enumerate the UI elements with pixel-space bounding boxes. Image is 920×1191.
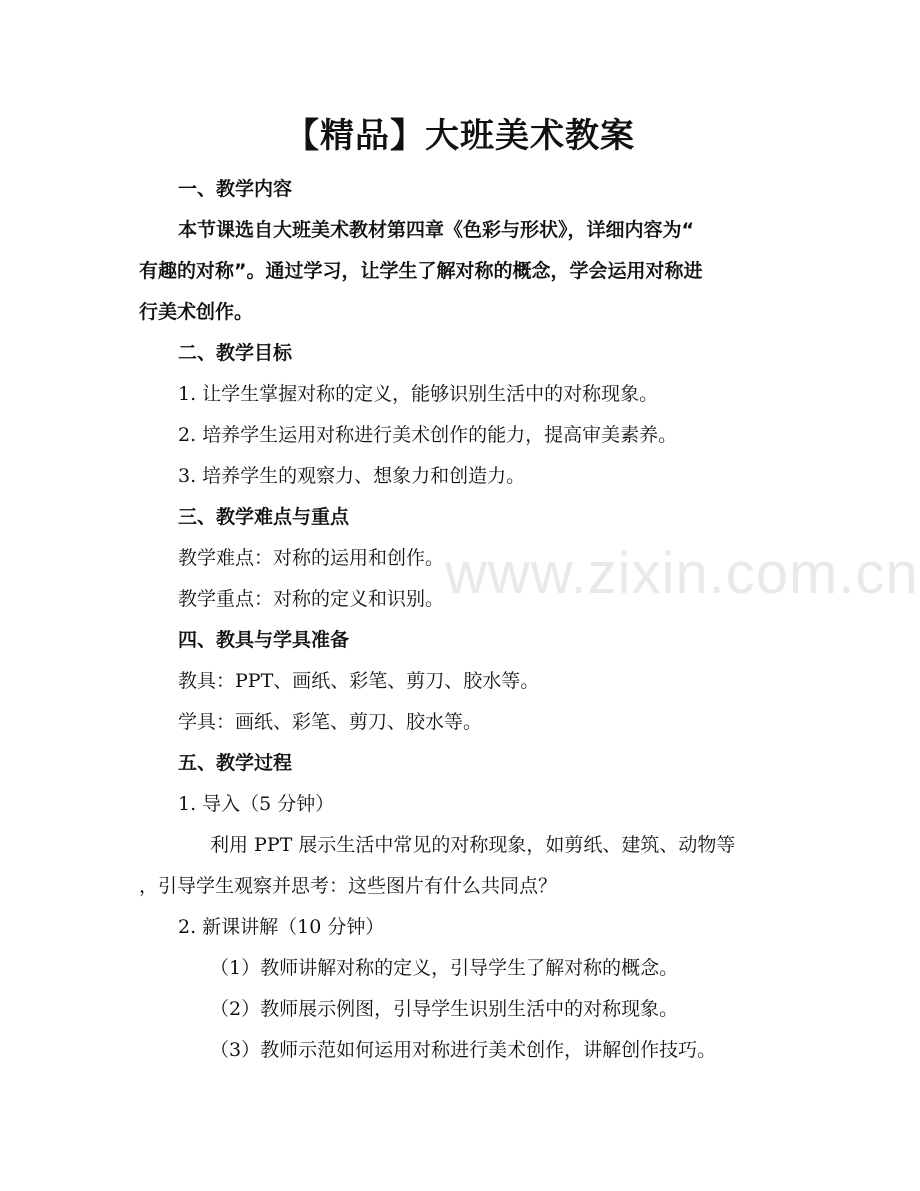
list-item: （1）教师讲解对称的定义，引导学生了解对称的概念。 <box>210 957 679 979</box>
list-item: 2. 培养学生运用对称进行美术创作的能力，提高审美素养。 <box>178 424 678 446</box>
document-title: 【精品】大班美术教案 <box>285 116 635 156</box>
paragraph-line: 本节课选自大班美术教材第四章《色彩与形状》，详细内容为“ <box>178 219 694 241</box>
list-item: （2）教师展示例图，引导学生识别生活中的对称现象。 <box>210 998 679 1020</box>
paragraph-line: 行美术创作。 <box>139 301 254 323</box>
list-item: 教具：PPT、画纸、彩笔、剪刀、胶水等。 <box>178 670 540 692</box>
watermark: www.zixin.com.cn <box>445 541 919 606</box>
list-item: （3）教师示范如何运用对称进行美术创作，讲解创作技巧。 <box>210 1039 717 1061</box>
section-heading-objectives: 二、教学目标 <box>178 342 293 364</box>
section-heading-content: 一、教学内容 <box>178 178 293 200</box>
section-heading-materials: 四、教具与学具准备 <box>178 629 350 651</box>
list-item: 教学难点：对称的运用和创作。 <box>178 547 445 569</box>
list-item: 3. 培养学生的观察力、想象力和创造力。 <box>178 465 526 487</box>
paragraph-line: 利用 PPT 展示生活中常见的对称现象，如剪纸、建筑、动物等 <box>210 834 736 856</box>
paragraph-line: 有趣的对称”。通过学习，让学生了解对称的概念，学会运用对称进 <box>139 260 703 282</box>
section-heading-difficulties: 三、教学难点与重点 <box>178 506 350 528</box>
step-heading: 1. 导入（5 分钟） <box>178 793 335 815</box>
step-heading: 2. 新课讲解（10 分钟） <box>178 916 385 938</box>
paragraph-line: ，引导学生观察并思考：这些图片有什么共同点？ <box>139 875 558 897</box>
section-heading-process: 五、教学过程 <box>178 752 293 774</box>
list-item: 教学重点：对称的定义和识别。 <box>178 588 445 610</box>
list-item: 1. 让学生掌握对称的定义，能够识别生活中的对称现象。 <box>178 383 659 405</box>
list-item: 学具：画纸、彩笔、剪刀、胶水等。 <box>178 711 483 733</box>
